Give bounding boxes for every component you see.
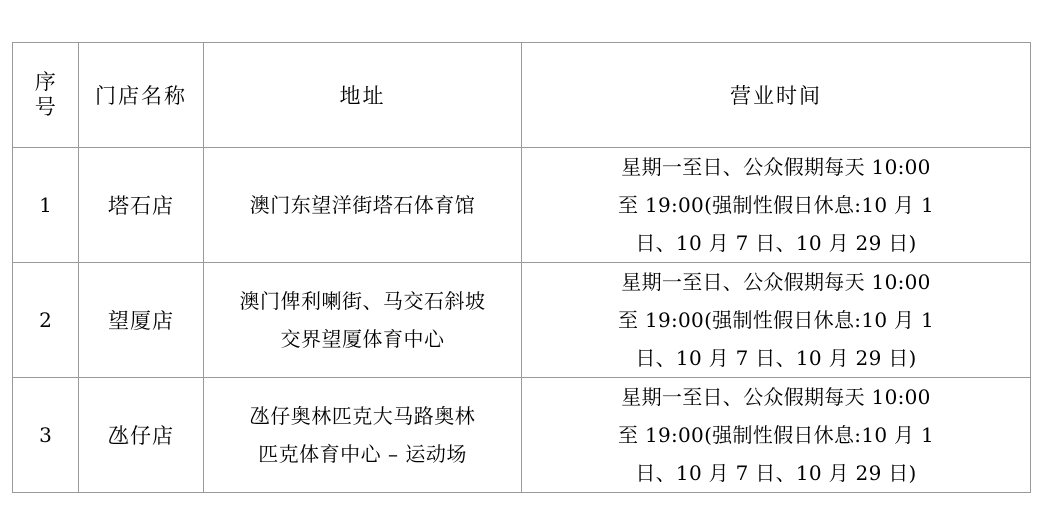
address-line: 澳门东望洋街塔石体育馆: [249, 193, 476, 217]
hours-line: 星期一至日、公众假期每天 10:00: [621, 155, 931, 179]
hours-line: 日、10 月 7 日、10 月 29 日): [635, 461, 917, 485]
row-store-name: 塔石店: [79, 148, 204, 263]
table-row: [13, 378, 1031, 493]
hours-line: 日、10 月 7 日、10 月 29 日): [635, 231, 917, 255]
column-header-index-line2: 号: [34, 95, 57, 119]
hours-line: 星期一至日、公众假期每天 10:00: [621, 385, 931, 409]
row-store-name: 望厦店: [79, 263, 204, 378]
store-list-table-container: [12, 42, 1030, 493]
row-business-hours: [522, 148, 1031, 263]
row-store-name: 氹仔店: [79, 378, 204, 493]
hours-line: 日、10 月 7 日、10 月 29 日): [635, 346, 917, 370]
address-line: 澳门俾利喇街、马交石斜坡: [239, 289, 486, 313]
hours-line: 至 19:00(强制性假日休息:10 月 1: [617, 193, 935, 217]
row-index: 1: [13, 148, 79, 263]
column-header-store-name: 门店名称: [79, 43, 204, 148]
address-line: 交界望厦体育中心: [280, 327, 445, 351]
row-address: [204, 263, 522, 378]
hours-line: 星期一至日、公众假期每天 10:00: [621, 270, 931, 294]
column-header-address: 地址: [204, 43, 522, 148]
row-address: [204, 378, 522, 493]
row-index: 3: [13, 378, 79, 493]
column-header-index: [13, 43, 79, 148]
row-business-hours: [522, 378, 1031, 493]
hours-line: 至 19:00(强制性假日休息:10 月 1: [617, 308, 935, 332]
table-row: [13, 148, 1031, 263]
hours-line: 至 19:00(强制性假日休息:10 月 1: [617, 423, 935, 447]
column-header-business-hours: 营业时间: [522, 43, 1031, 148]
row-business-hours: [522, 263, 1031, 378]
address-line: 匹克体育中心 – 运动场: [258, 442, 467, 466]
table-row: [13, 263, 1031, 378]
row-index: 2: [13, 263, 79, 378]
column-header-index-line1: 序: [34, 70, 57, 94]
row-address: [204, 148, 522, 263]
address-line: 氹仔奥林匹克大马路奥林: [249, 404, 476, 428]
store-list-table: [12, 42, 1031, 493]
table-header-row: [13, 43, 1031, 148]
